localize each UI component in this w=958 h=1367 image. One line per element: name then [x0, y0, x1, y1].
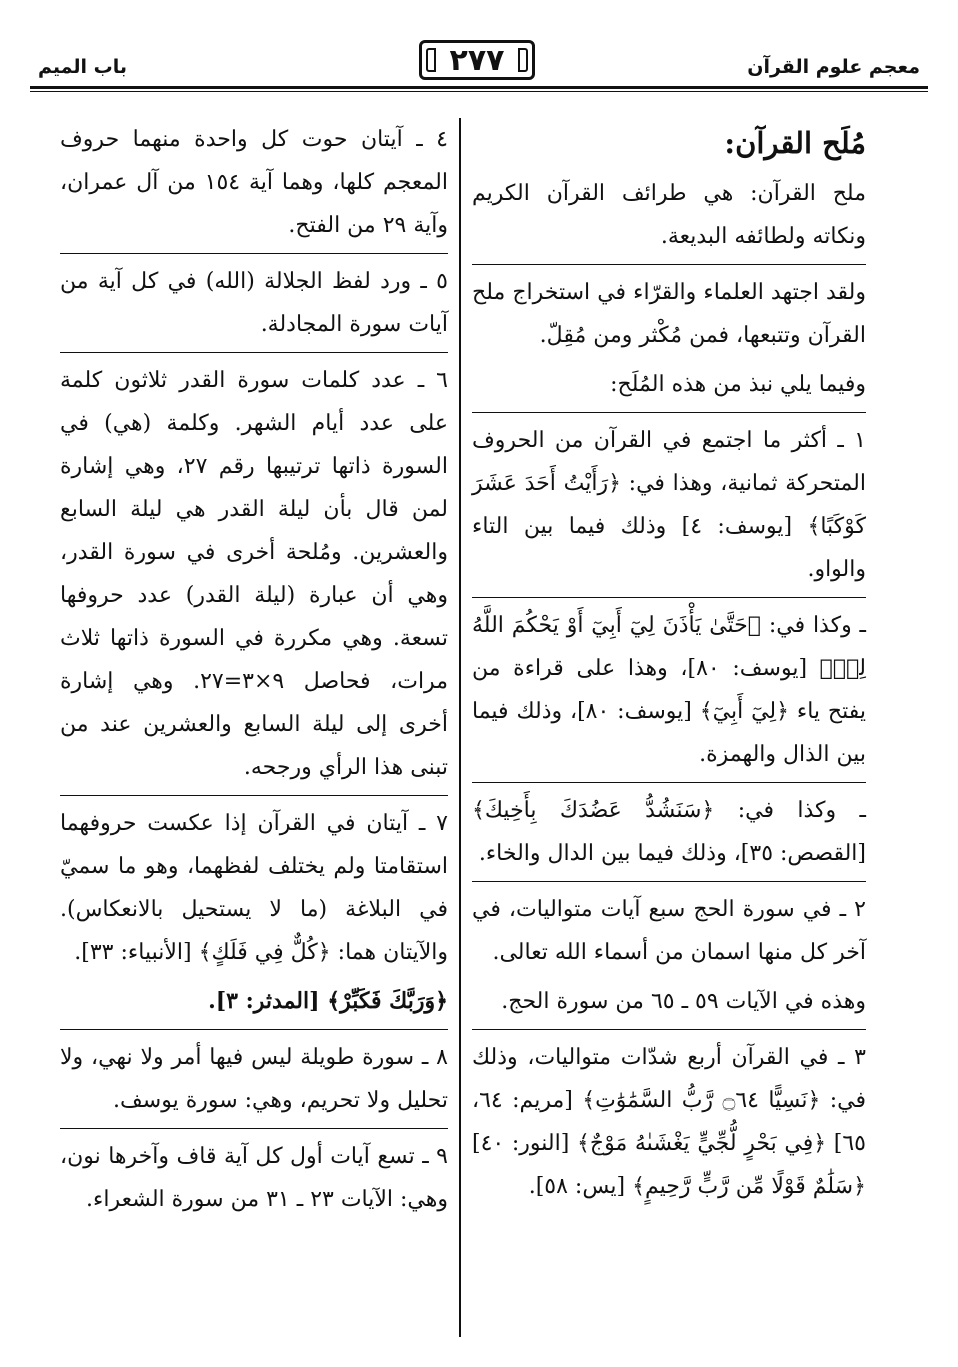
header-rule-thin	[30, 91, 928, 92]
separator-rule	[472, 782, 866, 783]
entry-title: مُلَح القرآن:	[724, 126, 866, 160]
separator-rule	[472, 881, 866, 882]
left-column	[60, 118, 448, 1227]
separator-rule	[60, 795, 448, 796]
paragraph-intro: ولقد اجتهد العلماء والقرّاء في استخراج ملح القرآن وتتبعها، فمن مُكْثر ومن مُقِلّ.	[472, 280, 866, 348]
paragraph-item-5: ٥ ـ ورد لفظ الجلالة (الله) في كل آية من آيات سورة المجادلة.	[60, 269, 448, 337]
book-title: معجم علوم القرآن	[747, 56, 920, 78]
paragraph-item-2: ٢ ـ في سورة الحج سبع آيات متواليات، في آخر كل منها اسمان من أسماء الله تعالى.	[472, 897, 866, 965]
separator-rule	[60, 253, 448, 254]
paragraph-item-3: ٣ ـ في القرآن أربع شدّات متواليات، وذلك في: ﴿نَسِيًّا ۝٦٤ رَّبُّ السَّمَٰوَٰتِ﴾ [مريم: ٦٤، ٦٥] ﴿فِي بَحْرٍ لُّجِّيٍّ يَغْشَىٰهُ مَوْجٌ﴾ [النور: ٤٠] ﴿سَلَٰمٌ قَوْلًا مِّن رَّبٍّ رَّحِيمٍ﴾ [يس: ٥٨].	[472, 1045, 867, 1199]
header-rule	[30, 86, 928, 89]
paragraph-item-6: ٦ ـ عدد كلمات سورة القدر ثلاثون كلمة على عدد أيام الشهر. وكلمة (هي) في السورة ذاتها ترتيبها رقم ٢٧، وهي إشارة لمن قال بأن ليلة القدر هي ليلة السابع والعشرين. ومُلحة أخرى في سورة القدر، وهي أن عبارة (ليلة القدر) عدد حروفها تسعة. وهي مكررة في السورة ذاتها ثلاث مرات، فحاصل ٩×٣=٢٧. وهي إشارة أخرى إلى ليلة السابع والعشرين عند من تبنى هذا الرأي ورجحه.	[60, 368, 448, 780]
paragraph-item-1: ١ ـ أكثر ما اجتمع في القرآن من الحروف المتحركة ثمانية، وهذا في: ﴿رَأَيْتُ أَحَدَ عَشَرَ كَوْكَبًا﴾ [يوسف: ٤] وذلك فيما بين التاء والواو.	[472, 428, 866, 582]
separator-rule	[60, 1029, 448, 1030]
paragraph-item-1c: ـ وكذا في: ﴿سَنَشُدُّ عَضُدَكَ بِأَخِيكَ﴾ [القصص: ٣٥]، وذلك فيما بين الدال والخاء.	[472, 798, 866, 866]
page-number: ٢٧٧	[419, 40, 535, 80]
paragraph-item-1b: ـ وكذا في: ﴿حَتَّىٰ يَأْذَنَ لِيٓ أَبِيٓ أَوْ يَحْكُمَ اللَّهُ لِيۖ﴾ [يوسف: ٨٠]، وهذا على قراءة من يفتح ياء ﴿لِيٓ أَبِيٓ﴾ [يوسف: ٨٠]، وذلك فيما بين الذال والهمزة.	[472, 613, 866, 767]
separator-rule	[472, 264, 866, 265]
column-divider	[459, 118, 461, 1337]
paragraph-item-8: ٨ ـ سورة طويلة ليس فيها أمر ولا نهي، ولا تحليل ولا تحريم، وهي: سورة يوسف.	[60, 1045, 448, 1113]
paragraph-lead: وفيما يلي نبذ من هذه المُلَح:	[610, 372, 866, 397]
paragraph-item-7b: ﴿وَرَبَّكَ فَكَبِّرْ﴾ [المدثر: ٣].	[208, 988, 448, 1014]
right-column	[472, 118, 866, 1214]
separator-rule	[472, 1029, 866, 1030]
separator-rule	[60, 1128, 448, 1129]
section-title: باب الميم	[38, 56, 128, 78]
paragraph-item-9: ٩ ـ تسع آيات أول كل آية قاف وآخرها نون، وهي: الآيات ٢٣ ـ ٣١ من سورة الشعراء.	[60, 1144, 448, 1212]
paragraph-item-7: ٧ ـ آيتان في القرآن إذا عكست حروفهما استقامتا ولم يختلف لفظهما، وهو ما سميّ في البلاغة (ما لا يستحيل بالانعكاس). والآيتان هما: ﴿كُلٌّ فِي فَلَكٍ﴾ [الأنبياء: ٣٣].	[60, 811, 448, 965]
paragraph-item-2b: وهذه في الآيات ٥٩ ـ ٦٥ من سورة الحج.	[501, 989, 866, 1014]
separator-rule	[472, 412, 866, 413]
separator-rule	[60, 352, 448, 353]
paragraph-item-4: ٤ ـ آيتان حوت كل واحدة منهما حروف المعجم كلها، وهما آية ١٥٤ من آل عمران، وآية ٢٩ من الفتح.	[60, 127, 448, 238]
paragraph-definition: ملح القرآن: هي طرائف القرآن الكريم ونكاته ولطائفه البديعة.	[472, 181, 866, 249]
separator-rule	[472, 597, 866, 598]
